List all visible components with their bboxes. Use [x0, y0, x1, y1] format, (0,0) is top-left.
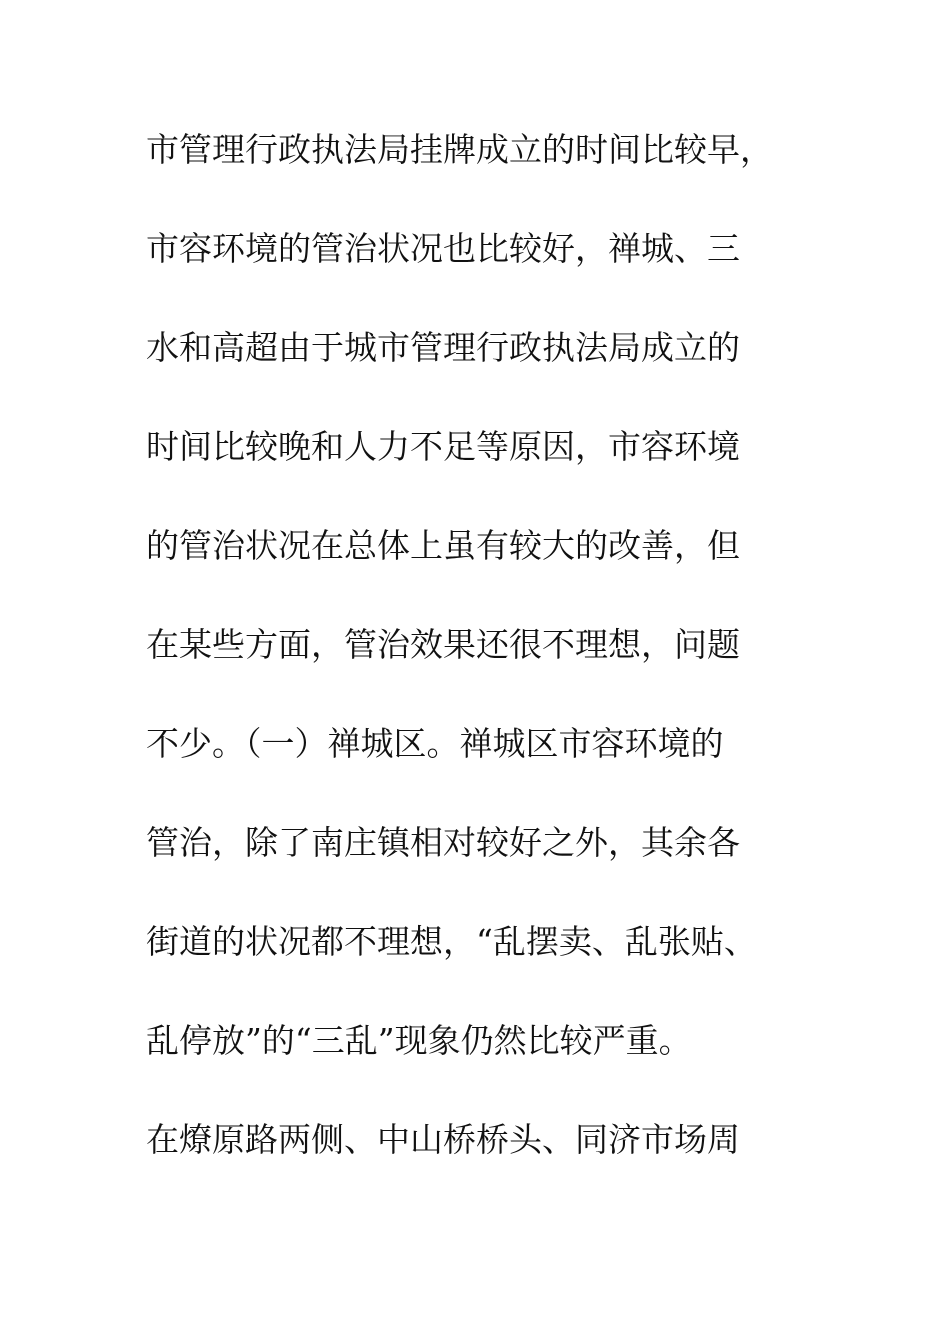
- text-line: 在某些方面，管治效果还很不理想，问题: [146, 625, 740, 664]
- text-line: 的管治状况在总体上虽有较大的改善，但: [146, 526, 740, 565]
- text-line: 水和高超由于城市管理行政执法局成立的: [146, 328, 740, 367]
- body-paragraph: [146, 118, 826, 1207]
- text-line: 市管理行政执法局挂牌成立的时间比较早，: [146, 130, 773, 169]
- text-line: 时间比较晚和人力不足等原因，市容环境: [146, 427, 740, 466]
- text-line: 乱停放”的“三乱”现象仍然比较严重。: [146, 1021, 692, 1060]
- text-line: 街道的状况都不理想，“乱摆卖、乱张贴、: [146, 922, 757, 961]
- text-line: 不少。（一）禅城区。禅城区市容环境的: [146, 724, 724, 763]
- text-line: 市容环境的管治状况也比较好，禅城、三: [146, 229, 740, 268]
- text-line: 在燎原路两侧、中山桥桥头、同济市场周: [146, 1120, 740, 1159]
- text-line: 管治，除了南庄镇相对较好之外，其余各: [146, 823, 740, 862]
